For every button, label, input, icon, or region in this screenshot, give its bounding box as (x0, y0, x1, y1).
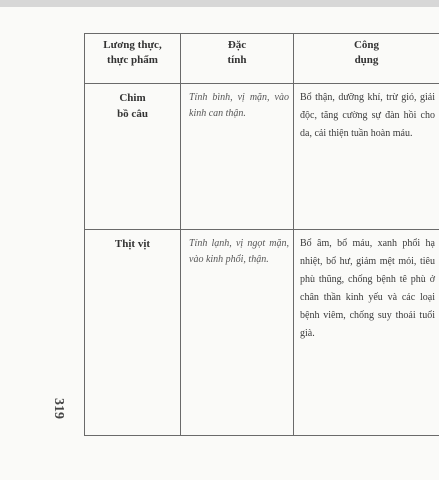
header-food-line1: Lương thực, (103, 39, 162, 51)
header-food-line2: thực phẩm (107, 54, 158, 66)
table-row (85, 84, 439, 230)
table-row (85, 230, 439, 436)
header-use-line1: Công (353, 39, 380, 51)
food-name-line2: bồ câu (117, 108, 148, 120)
header-use-line2: dụng (354, 54, 379, 66)
food-properties-table (84, 33, 439, 436)
property-cell: Tính bình, vị mặn, vào kinh can thận. (181, 84, 294, 230)
header-property-line1: Đặc (227, 39, 247, 51)
page-number: 319 (51, 398, 66, 419)
header-use (294, 34, 439, 84)
header-property (181, 34, 294, 84)
use-cell: Bổ thận, dưỡng khí, trừ gió, giải độc, tăng cường sự đàn hồi cho da, cải thiện tuần hoàn máu. (294, 84, 439, 230)
food-name-line1: Thịt vịt (114, 238, 151, 250)
header-property-line2: tính (227, 54, 247, 66)
table-header-row (85, 34, 439, 84)
property-cell: Tính lạnh, vị ngọt mặn, vào kinh phổi, thận. (181, 230, 294, 436)
scan-top-edge (0, 0, 439, 7)
food-cell (85, 84, 181, 230)
header-food (85, 34, 181, 84)
food-cell (85, 230, 181, 436)
food-name-line1: Chim (119, 92, 146, 104)
use-cell: Bổ âm, bổ máu, xanh phổi hạ nhiệt, bổ hư, giảm mệt mỏi, tiêu phù thũng, chống bệnh tê phù ở chân thần kinh yếu và các loại bệnh viêm, chống suy thoái tuổi già. (294, 230, 439, 436)
